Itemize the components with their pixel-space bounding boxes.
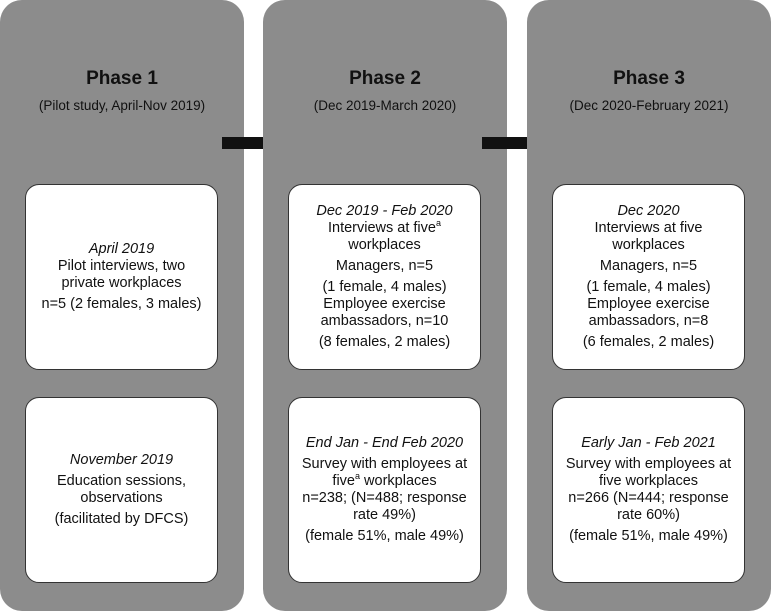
sample-size-line: n=266 (N=444; response xyxy=(568,490,729,506)
box-date: Dec 2020 xyxy=(617,203,680,219)
phase-2-title: Phase 2 xyxy=(349,68,421,89)
box-text-line: workplaces xyxy=(348,237,421,253)
interviews-line: Interviews at five$^a$ xyxy=(327,218,441,236)
box-text-line: n=5 (2 females, 3 males) xyxy=(41,296,202,312)
gender-distribution: (female 51%, male 49%) xyxy=(305,528,464,544)
response-rate-line: rate 60%) xyxy=(617,507,680,523)
phase-3-interviews-box xyxy=(552,184,745,370)
survey-workplaces-line: five$^a$ workplaces xyxy=(332,471,437,489)
box-text-line: workplaces xyxy=(612,237,685,253)
box-date: November 2019 xyxy=(69,452,174,468)
ambassadors-count: ambassadors, n=8 xyxy=(588,313,709,329)
managers-count: Managers, n=5 xyxy=(599,258,698,274)
box-text-line: private workplaces xyxy=(61,275,182,291)
phase-3-survey-box xyxy=(552,397,745,583)
managers-gender: (1 female, 4 males) xyxy=(586,279,711,295)
phase-1-education-box xyxy=(25,397,218,583)
box-date: April 2019 xyxy=(88,241,155,257)
gender-distribution: (female 51%, male 49%) xyxy=(569,528,728,544)
box-text-line: Education sessions, xyxy=(57,473,186,489)
phase-1-title: Phase 1 xyxy=(86,68,158,89)
phase-1-panel xyxy=(0,0,244,611)
box-date: End Jan - End Feb 2020 xyxy=(305,435,464,451)
phase-1-pilot-interviews-box xyxy=(25,184,218,370)
box-text-line: Survey with employees at xyxy=(301,456,468,472)
managers-count: Managers, n=5 xyxy=(335,258,434,274)
box-text-line: five workplaces xyxy=(598,473,699,489)
box-text-line: Interviews at five xyxy=(594,220,703,236)
ambassadors-count: ambassadors, n=10 xyxy=(320,313,449,329)
box-date: Early Jan - Feb 2021 xyxy=(581,435,716,451)
box-text-line: Survey with employees at xyxy=(565,456,732,472)
managers-gender: (1 female, 4 males) xyxy=(322,279,447,295)
phase-2-subtitle: (Dec 2019-March 2020) xyxy=(313,98,457,113)
phase-2-survey-box xyxy=(288,397,481,583)
box-text-line: Employee exercise xyxy=(587,296,710,312)
response-rate-line: rate 49%) xyxy=(353,507,416,523)
ambassadors-gender: (8 females, 2 males) xyxy=(318,334,451,350)
phase-3-title: Phase 3 xyxy=(613,68,685,89)
footnote-marker: a xyxy=(435,218,441,229)
phase-1-subtitle: (Pilot study, April-Nov 2019) xyxy=(38,98,206,113)
box-text-line: observations xyxy=(80,490,163,506)
phase-2-panel xyxy=(263,0,507,611)
box-text-line: (facilitated by DFCS) xyxy=(54,511,189,527)
sample-size-line: n=238; (N=488; response xyxy=(302,490,467,506)
ambassadors-gender: (6 females, 2 males) xyxy=(582,334,715,350)
box-text-line: Pilot interviews, two xyxy=(57,258,186,274)
phase-3-subtitle: (Dec 2020-February 2021) xyxy=(569,98,729,113)
phase-2-interviews-box xyxy=(288,184,481,370)
box-date: Dec 2019 - Feb 2020 xyxy=(316,203,453,219)
box-text-line: Employee exercise xyxy=(323,296,446,312)
footnote-marker: a xyxy=(355,471,361,482)
phase-3-panel xyxy=(527,0,771,611)
